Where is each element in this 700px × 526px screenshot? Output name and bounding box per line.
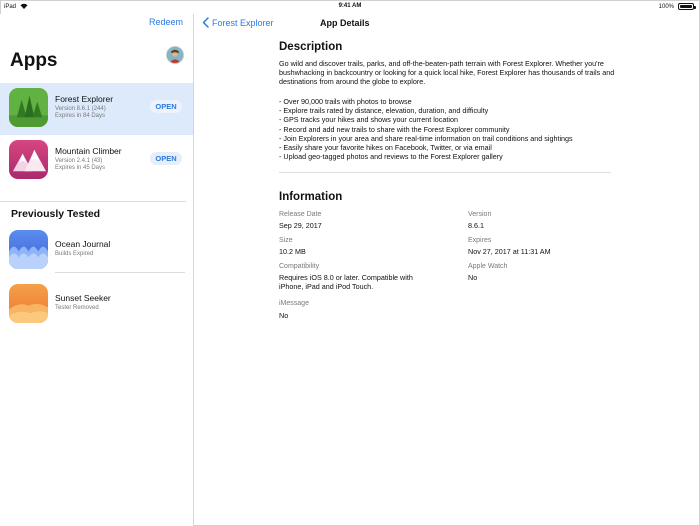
feature-item: - Easily share your favorite hikes on Facebook, Twitter, or via email: [279, 143, 492, 153]
version-label: Version: [468, 211, 492, 218]
compatibility-value-line2: iPhone, iPad and iPod Touch.: [279, 282, 374, 291]
battery-percent: 100%: [658, 3, 674, 10]
expires-label: Expires: [468, 237, 492, 244]
app-status: Builds Expired: [55, 251, 94, 257]
ocean-icon: [9, 230, 48, 269]
page-title: App Details: [320, 18, 370, 28]
app-name: Ocean Journal: [55, 239, 111, 249]
description-text: Go wild and discover trails, parks, and off-the-beaten-path terrain with Forest Explorer. Whether you're bushwhacking in backcountry or looking for a quick local hike, Forest Explorer has thousands of trails and destinations from around the globe to explore.: [279, 59, 615, 87]
sunset-icon: [9, 284, 48, 323]
section-divider: [279, 172, 611, 173]
battery-fill: [680, 5, 692, 8]
app-expiry: Expires in 45 Days: [55, 165, 106, 171]
app-name: Sunset Seeker: [55, 293, 111, 303]
apps-title: Apps: [10, 50, 58, 71]
app-row-forest-explorer[interactable]: [0, 83, 193, 135]
app-name: Mountain Climber: [55, 146, 122, 156]
release-date-label: Release Date: [279, 211, 322, 218]
feature-item: - Explore trails rated by distance, elevation, duration, and difficulty: [279, 106, 489, 116]
release-date-value: Sep 29, 2017: [279, 221, 322, 230]
description-heading: Description: [279, 41, 343, 53]
feature-item: - Join Explorers in your area and share real-time information on trail conditions and sightings: [279, 133, 573, 143]
apple-watch-label: Apple Watch: [468, 263, 508, 270]
feature-item: - Upload geo-tagged photos and reviews to the Forest Explorer gallery: [279, 152, 503, 162]
app-expiry: Expires in 84 Days: [55, 113, 106, 119]
expires-value: Nov 27, 2017 at 11:31 AM: [468, 247, 551, 256]
version-value: 8.6.1: [468, 221, 484, 230]
status-bar: [0, 0, 700, 14]
compatibility-value-line1: Requires iOS 8.0 or later. Compatible with: [279, 273, 413, 282]
previously-tested-title: Previously Tested: [11, 208, 101, 220]
status-time: 9:41 AM: [338, 3, 362, 9]
avatar-photo-icon: [167, 47, 183, 63]
app-version: Version 8.6.1 (244): [55, 106, 106, 112]
redeem-button[interactable]: Redeem: [148, 17, 183, 27]
forest-icon: [9, 88, 48, 127]
sidebar: [0, 14, 194, 526]
app-name: Forest Explorer: [55, 94, 114, 104]
open-button[interactable]: OPEN: [150, 100, 182, 113]
previous-row-sunset-seeker[interactable]: [0, 279, 193, 331]
feature-item: - Record and add new trails to share with the Forest Explorer community: [279, 124, 510, 134]
app-status: Tester Removed: [55, 305, 99, 311]
chevron-left-icon: [202, 17, 209, 28]
information-heading: Information: [279, 191, 343, 203]
imessage-label: iMessage: [279, 300, 309, 307]
apple-watch-value: No: [468, 273, 478, 282]
feature-item: - Over 90,000 trails with photos to browse: [279, 97, 412, 106]
app-version: Version 2.4.1 (43): [55, 158, 103, 164]
section-divider: [0, 201, 186, 202]
battery-icon: [678, 3, 694, 10]
size-value: 10.2 MB: [279, 247, 306, 256]
feature-item: - GPS tracks your hikes and shows your current location: [279, 115, 458, 125]
previous-row-ocean-journal[interactable]: [0, 225, 193, 277]
back-label: Forest Explorer: [212, 17, 274, 28]
mountain-icon: [9, 140, 48, 179]
feature-list: [279, 97, 619, 161]
back-button[interactable]: [202, 17, 274, 28]
status-right: [659, 3, 694, 10]
app-row-mountain-climber[interactable]: [0, 135, 193, 187]
row-divider: [55, 272, 185, 273]
compatibility-label: Compatibility: [279, 263, 320, 270]
avatar[interactable]: [166, 46, 184, 64]
imessage-value: No: [279, 311, 289, 320]
open-button[interactable]: OPEN: [150, 152, 182, 165]
device-label: iPad: [4, 4, 17, 10]
size-label: Size: [279, 237, 293, 244]
